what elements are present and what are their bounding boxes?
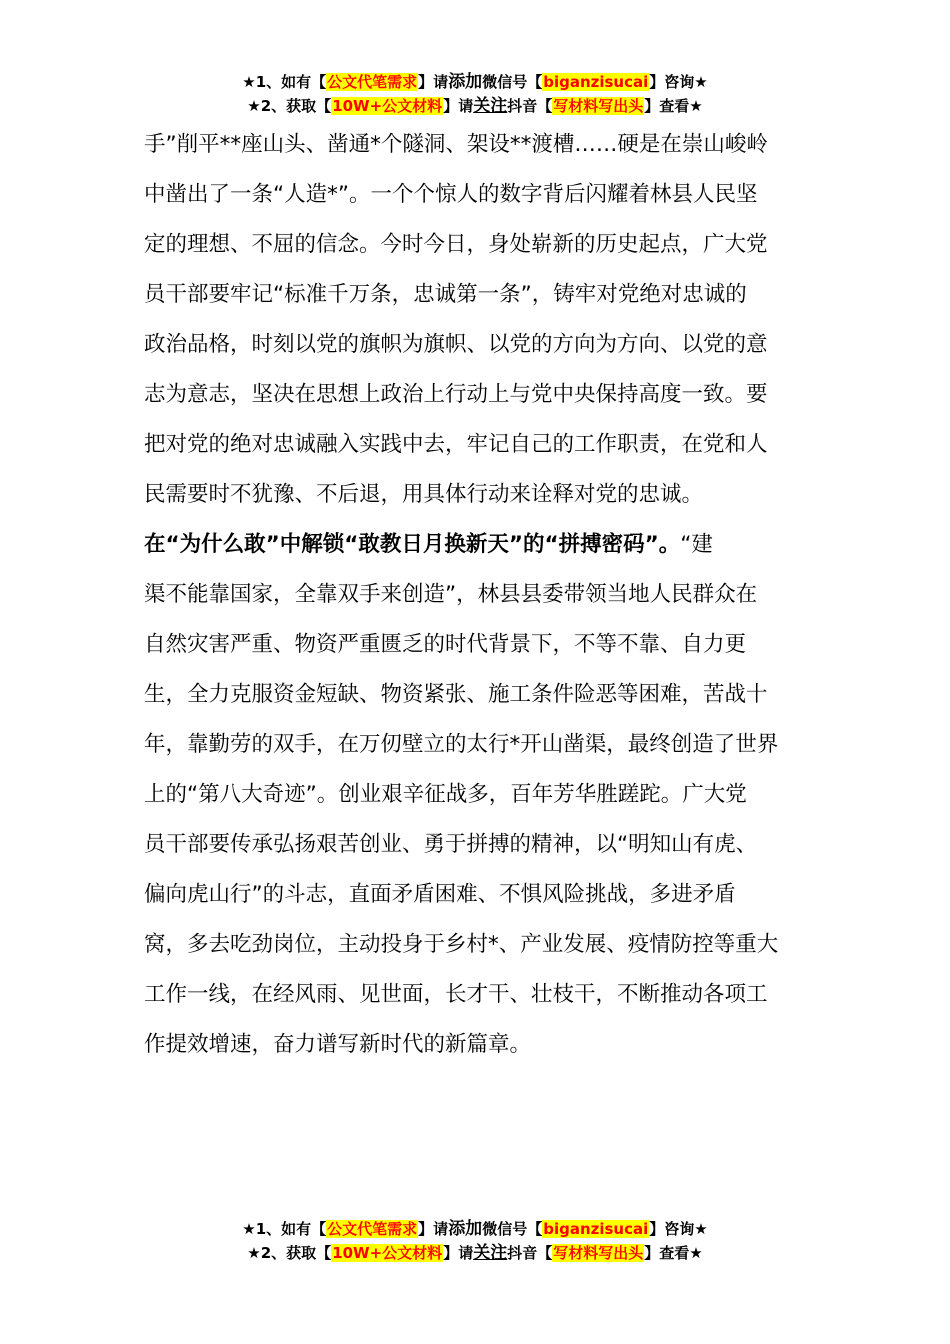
paragraph-line: 志为意志，坚决在思想上政治上行动上与党中央保持高度一致。要 bbox=[144, 382, 768, 407]
paragraph-line: 上的“第八大奇迹”。创业艰辛征战多，百年芳华胜蹉跎。广大党 bbox=[144, 782, 747, 807]
banner-text: 】咨询★ bbox=[649, 1220, 708, 1238]
paragraph-line: 定的理想、不屈的信念。今时今日，身处崭新的历史起点，广大党 bbox=[144, 232, 768, 257]
banner-emphasis: 添加 bbox=[448, 72, 483, 92]
banner-text: 抖音【 bbox=[507, 97, 553, 115]
paragraph-line: 自然灾害严重、物资严重匮乏的时代背景下，不等不靠、自力更 bbox=[144, 632, 747, 657]
paragraph-line: 政治品格，时刻以党的旗帜为旗帜、以党的方向为方向、以党的意 bbox=[144, 332, 768, 357]
banner-text: 微信号【 bbox=[482, 1220, 543, 1238]
paragraph-line: 工作一线，在经风雨、见世面，长才干、壮枝干，不断推动各项工 bbox=[144, 982, 768, 1007]
banner-text: ★2、获取【 bbox=[247, 97, 332, 115]
paragraph-line: 生，全力克服资金短缺、物资紧张、施工条件险恶等困难，苦战十 bbox=[144, 682, 768, 707]
paragraph-line: 民需要时不犹豫、不后退，用具体行动来诠释对党的忠诚。 bbox=[144, 482, 704, 507]
paragraph-line: 员干部要牢记“标准千万条，忠诚第一条”，铸牢对党绝对忠诚的 bbox=[144, 282, 747, 307]
banner-emphasis: 关注 bbox=[473, 96, 508, 116]
banner-text: 】查看★ bbox=[644, 97, 703, 115]
wechat-id-highlight: biganzisucai bbox=[543, 1220, 649, 1238]
paragraph-line: 员干部要传承弘扬艰苦创业、勇于拼搏的精神，以“明知山有虎、 bbox=[144, 832, 758, 857]
banner-highlight: 公文代笔需求 bbox=[327, 73, 418, 91]
banner-text: 】请 bbox=[443, 97, 474, 115]
banner-line-2 bbox=[0, 1241, 950, 1265]
douyin-account-highlight: 写材料写出头 bbox=[553, 1244, 644, 1262]
paragraph-line: 年，靠勤劳的双手，在万仞壁立的太行*开山凿渠，最终创造了世界 bbox=[144, 732, 779, 757]
paragraph-line: 中凿出了一条“人造*”。一个个惊人的数字背后闪耀着林县人民坚 bbox=[144, 182, 758, 207]
banner-emphasis: 关注 bbox=[473, 1243, 508, 1263]
wechat-id-highlight: biganzisucai bbox=[543, 73, 649, 91]
banner-text: 】咨询★ bbox=[649, 73, 708, 91]
banner-text: ★1、如有【 bbox=[242, 73, 327, 91]
banner-text: 】请 bbox=[418, 1220, 449, 1238]
paragraph-line: 窝，多去吃劲岗位，主动投身于乡村*、产业发展、疫情防控等重大 bbox=[144, 932, 779, 957]
banner-highlight: 公文代笔需求 bbox=[327, 1220, 418, 1238]
paragraph-text: “建 bbox=[680, 532, 713, 557]
banner-line-1 bbox=[0, 70, 950, 94]
bottom-banner bbox=[0, 1217, 950, 1265]
section-heading-line bbox=[144, 520, 808, 570]
banner-text: ★2、获取【 bbox=[247, 1244, 332, 1262]
banner-emphasis: 添加 bbox=[448, 1219, 483, 1239]
banner-highlight: 10W+公文材料 bbox=[332, 97, 443, 115]
banner-text: 微信号【 bbox=[482, 73, 543, 91]
top-banner bbox=[0, 70, 950, 118]
banner-text: 】请 bbox=[418, 73, 449, 91]
document-body bbox=[144, 120, 808, 1070]
banner-line-2 bbox=[0, 94, 950, 118]
douyin-account-highlight: 写材料写出头 bbox=[553, 97, 644, 115]
paragraph-line: 手”削平**座山头、凿通*个隧洞、架设**渡槽……硬是在崇山峻岭 bbox=[144, 132, 768, 157]
paragraph-line: 渠不能靠国家，全靠双手来创造”，林县县委带领当地人民群众在 bbox=[144, 582, 758, 607]
banner-text: 】查看★ bbox=[644, 1244, 703, 1262]
section-heading: 在“为什么敢”中解锁“敢教日月换新天”的“拼搏密码”。 bbox=[144, 532, 681, 557]
banner-highlight: 10W+公文材料 bbox=[332, 1244, 443, 1262]
banner-text: 】请 bbox=[443, 1244, 474, 1262]
banner-text: ★1、如有【 bbox=[242, 1220, 327, 1238]
paragraph-line: 作提效增速，奋力谱写新时代的新篇章。 bbox=[144, 1032, 532, 1057]
paragraph-line: 偏向虎山行”的斗志，直面矛盾困难、不惧风险挑战，多进矛盾 bbox=[144, 882, 736, 907]
paragraph-line: 把对党的绝对忠诚融入实践中去，牢记自己的工作职责，在党和人 bbox=[144, 432, 768, 457]
banner-text: 抖音【 bbox=[507, 1244, 553, 1262]
banner-line-1 bbox=[0, 1217, 950, 1241]
